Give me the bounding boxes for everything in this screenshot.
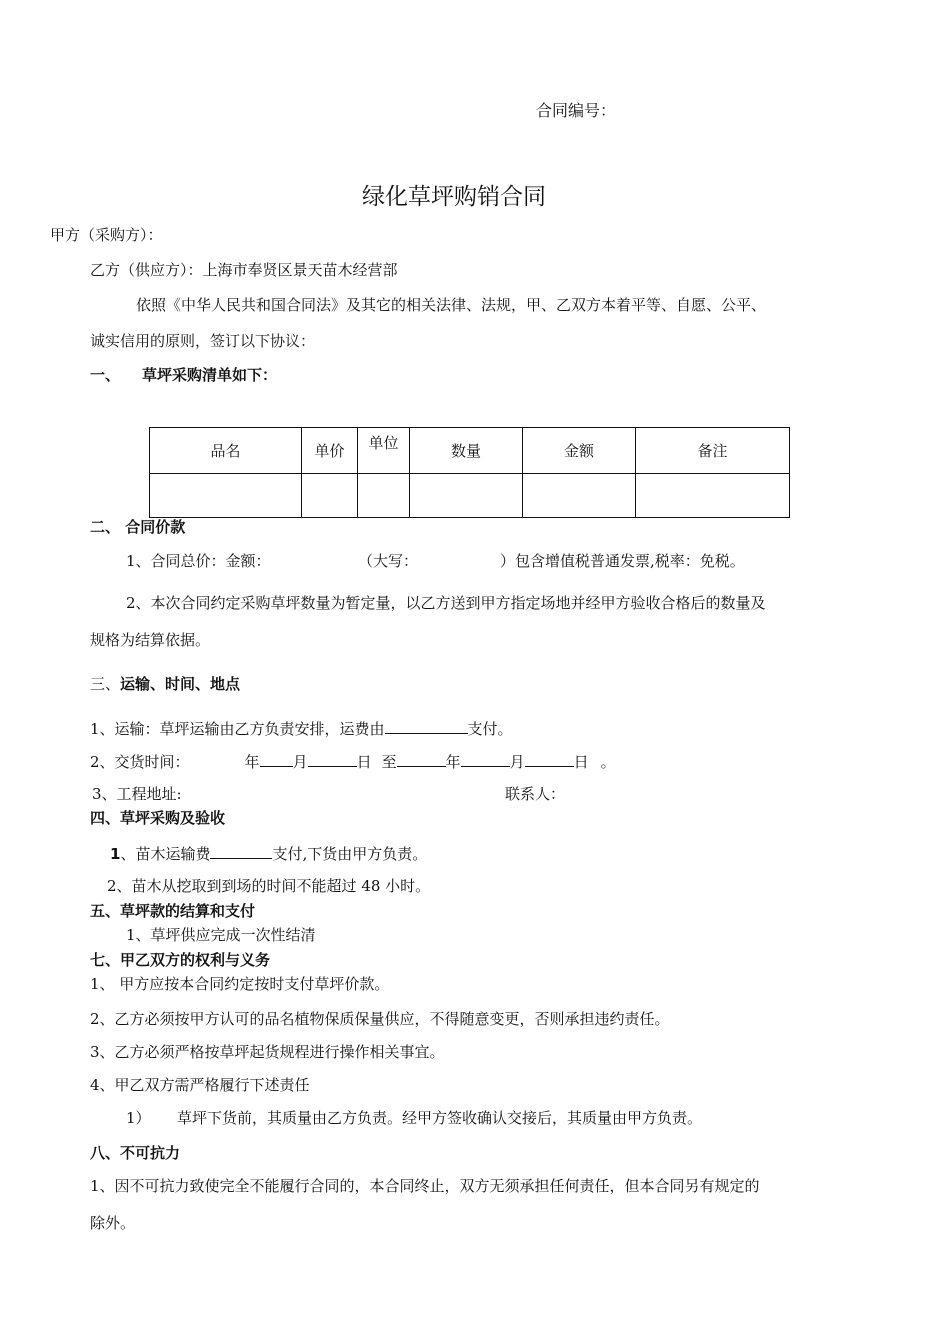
column-header-quantity: 数量 — [410, 428, 523, 474]
document-title: 绿化草坪购销合同 — [362, 184, 546, 210]
section-7-sub-item-1-number: 1） — [126, 1109, 151, 1127]
section-1-number: 一、 — [90, 366, 121, 384]
intro-line-2: 诚实信用的原则，签订以下协议： — [90, 332, 316, 350]
section-7-item-4: 4、甲乙双方需严格履行下述责任 — [90, 1076, 310, 1094]
column-header-name: 品名 — [150, 428, 302, 474]
period-mark: 。 — [600, 753, 616, 771]
table-header-row — [150, 428, 790, 474]
table-cell — [302, 474, 358, 518]
section-7-item-2: 2、乙方必须按甲方认可的品名植物保质保量供应，不得随意变更，否则承担违约责任。 — [90, 1010, 670, 1028]
table-cell — [410, 474, 523, 518]
column-header-amount: 金额 — [523, 428, 636, 474]
table-cell — [150, 474, 302, 518]
intro-line-1: 依照《中华人民共和国合同法》及其它的相关法律、法规，甲、乙双方本着平等、自愿、公平、 — [136, 296, 767, 314]
section-7-item-3: 3、乙方必须严格按草坪起货规程进行操作相关事宜。 — [90, 1043, 445, 1061]
section-2-item-2-line-1: 2、本次合同约定采购草坪数量为暂定量，以乙方送到甲方指定场地并经甲方验收合格后的数量及 — [126, 594, 766, 612]
section-2-item-2-line-2: 规格为结算依据。 — [90, 631, 211, 649]
section-1-title: 草坪采购清单如下： — [142, 366, 278, 384]
seedling-freight-blank[interactable] — [210, 843, 272, 859]
contract-number-label: 合同编号： — [536, 101, 617, 120]
table-cell — [523, 474, 636, 518]
delivery-time-label: 2、交货时间： — [90, 753, 190, 771]
section-1-heading — [90, 366, 277, 384]
section-4-item-1 — [110, 843, 427, 863]
section-7-item-1: 1、 甲方应按本合同约定按时支付草坪价款。 — [90, 975, 390, 993]
section-2-item-1-tax: ）包含增值税普通发票,税率：免税。 — [500, 552, 745, 570]
column-header-unit-price: 单价 — [302, 428, 358, 474]
to-label: 至 — [381, 753, 397, 771]
section-4-item-1-text: 、苗木运输费 — [120, 845, 211, 863]
table-cell — [636, 474, 790, 518]
freight-payer-blank[interactable] — [385, 718, 468, 734]
party-b: 乙方（供应方）：上海市奉贤区景天苗木经营部 — [90, 261, 398, 279]
section-5-item-1: 1、草坪供应完成一次性结清 — [126, 926, 316, 944]
table-cell — [358, 474, 410, 518]
year-label: 年 — [445, 753, 461, 771]
section-4-title: 四、草坪采购及验收 — [90, 809, 226, 827]
column-header-remarks: 备注 — [636, 428, 790, 474]
start-month-blank[interactable] — [260, 751, 293, 767]
party-a: 甲方（采购方）： — [50, 226, 163, 244]
section-8-item-1-line-1: 1、因不可抗力致使完全不能履行合同的，本合同终止，双方无须承担任何责任，但本合同另有规定的 — [90, 1177, 760, 1195]
section-3-item-1-text: 1、运输：草坪运输由乙方负责安排，运费由 — [90, 720, 385, 738]
section-2-item-1-capital: （大写： — [358, 552, 419, 570]
section-3-item-1-end: 支付。 — [467, 720, 513, 738]
section-2-title: 二、 合同价款 — [90, 518, 186, 536]
section-8-title: 八、不可抗力 — [90, 1144, 181, 1162]
year-label: 年 — [244, 753, 260, 771]
day-label: 日 — [573, 753, 589, 771]
section-8-item-1-line-2: 除外。 — [90, 1214, 136, 1232]
table-row — [150, 474, 790, 518]
section-3-item-1 — [90, 718, 513, 738]
section-3-title: 运输、时间、地点 — [120, 675, 241, 693]
section-3-number: 三、 — [90, 675, 121, 693]
end-month-blank[interactable] — [461, 751, 510, 767]
section-3-item-2 — [90, 751, 616, 771]
section-2-item-1-amount: 1、合同总价：金额： — [126, 552, 271, 570]
section-4-item-1-number: 1 — [110, 845, 121, 863]
purchase-list-table — [149, 427, 790, 518]
day-label: 日 — [356, 753, 372, 771]
month-label: 月 — [292, 753, 308, 771]
project-address-label: 3、工程地址: — [92, 785, 182, 803]
month-label: 月 — [509, 753, 525, 771]
column-header-unit: 单位 — [358, 428, 410, 474]
end-year-blank[interactable] — [397, 751, 446, 767]
start-day-blank[interactable] — [308, 751, 357, 767]
section-4-item-2: 2、苗木从挖取到到场的时间不能超过 48 小时。 — [107, 877, 431, 895]
contact-person-label: 联系人： — [505, 785, 566, 803]
end-day-blank[interactable] — [525, 751, 574, 767]
section-3-heading — [90, 675, 240, 693]
section-4-item-1-end: 支付,下货由甲方负责。 — [272, 845, 428, 863]
section-5-title: 五、草坪款的结算和支付 — [90, 902, 256, 920]
section-7-title: 七、甲乙双方的权利与义务 — [90, 951, 271, 969]
section-7-sub-item-1-text: 草坪下货前，其质量由乙方负责。经甲方签收确认交接后，其质量由甲方负责。 — [177, 1109, 703, 1127]
